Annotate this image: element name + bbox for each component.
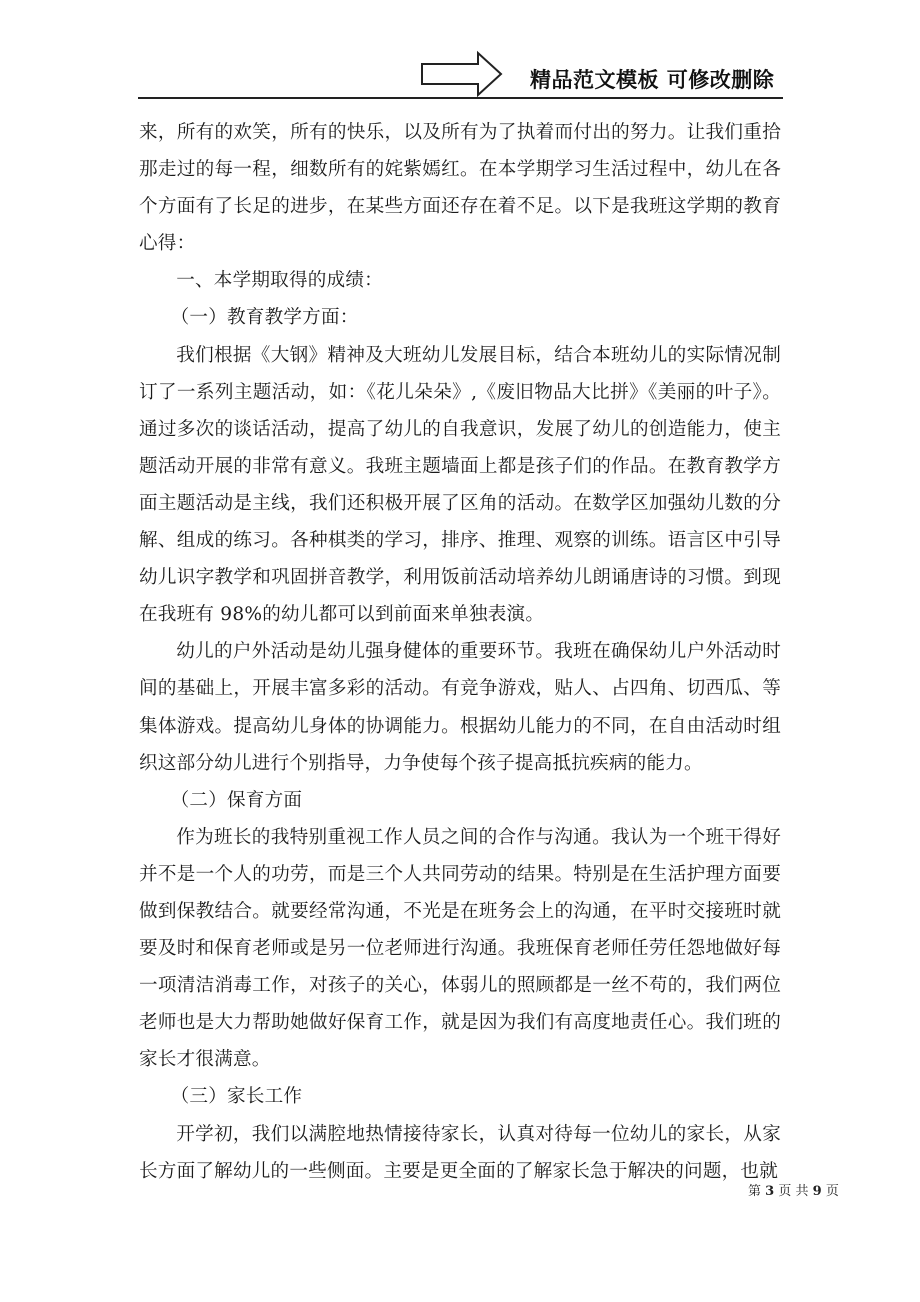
page-number <box>748 1180 839 1199</box>
paragraph-parents: 开学初，我们以满腔地热情接待家长，认真对待每一位幼儿的家长，从家长方面了解幼儿的一些侧面。主要是更全面的了解家长急于解决的问题，也就 <box>139 1123 781 1182</box>
paragraph-intro: 来，所有的欢笑，所有的快乐，以及所有为了执着而付出的努力。让我们重拾那走过的每一程，细数所有的姹紫嫣红。在本学期学习生活过程中，幼儿在各个方面有了长足的进步，在某些方面还存在着不足。以下是我班这学期的教育心得： <box>139 122 781 255</box>
subsection-heading-care: （二）保育方面 <box>170 789 303 811</box>
page-total: 9 <box>812 1184 822 1199</box>
section-heading-achievements: 一、本学期取得的成绩： <box>176 270 383 292</box>
page-current: 3 <box>765 1184 775 1199</box>
subsection-heading-parents: （三）家长工作 <box>170 1086 303 1108</box>
paragraph-teaching: 我们根据《大钢》精神及大班幼儿发展目标，结合本班幼儿的实际情况制订了一系列主题活动，如：《花儿朵朵》,《废旧物品大比拼》《美丽的叶子》。通过多次的谈话活动，提高了幼儿的自我意识，发展了幼儿的创造能力，使主题活动开展的非常有意义。我班主题墙面上都是孩子们的作品。在教育教学方面主题活动是主线，我们还积极开展了区角的活动。在数学区加强幼儿数的分解、组成的练习。各种棋类的学习，排序、推理、观察的训练。语言区中引导幼儿识字教学和巩固拼音教学，利用饭前活动培养幼儿朗诵唐诗的习惯。到现在我班有 98%的幼儿都可以到前面来单独表演。 <box>139 344 781 626</box>
paragraph-outdoor: 幼儿的户外活动是幼儿强身健体的重要环节。我班在确保幼儿户外活动时间的基础上，开展丰富多彩的活动。有竞争游戏，贴人、占四角、切西瓜、等集体游戏。提高幼儿身体的协调能力。根据幼儿能力的不同，在自由活动时组织这部分幼儿进行个别指导，力争使每个孩子提高抵抗疾病的能力。 <box>139 641 781 774</box>
document-body <box>139 114 781 1190</box>
page-middle: 页 共 <box>778 1184 809 1199</box>
page-prefix: 第 <box>748 1184 762 1199</box>
paragraph-care: 作为班长的我特别重视工作人员之间的合作与沟通。我认为一个班干得好并不是一个人的功劳，而是三个人共同劳动的结果。特别是在生活护理方面要做到保教结合。就要经常沟通，不光是在班务会上的沟通，在平时交接班时就要及时和保育老师或是另一位老师进行沟通。我班保育老师任劳任怨地做好每一项清洁消毒工作，对孩子的关心，体弱儿的照顾都是一丝不苟的，我们两位老师也是大力帮助她做好保育工作，就是因为我们有高度地责任心。我们班的家长才很满意。 <box>139 826 781 1071</box>
header-divider <box>138 97 783 99</box>
header-title: 精品范文模板 可修改删除 <box>530 68 775 92</box>
page-suffix: 页 <box>825 1184 839 1199</box>
subsection-heading-teaching: （一）教育教学方面： <box>170 307 359 329</box>
right-arrow-icon <box>420 50 504 98</box>
